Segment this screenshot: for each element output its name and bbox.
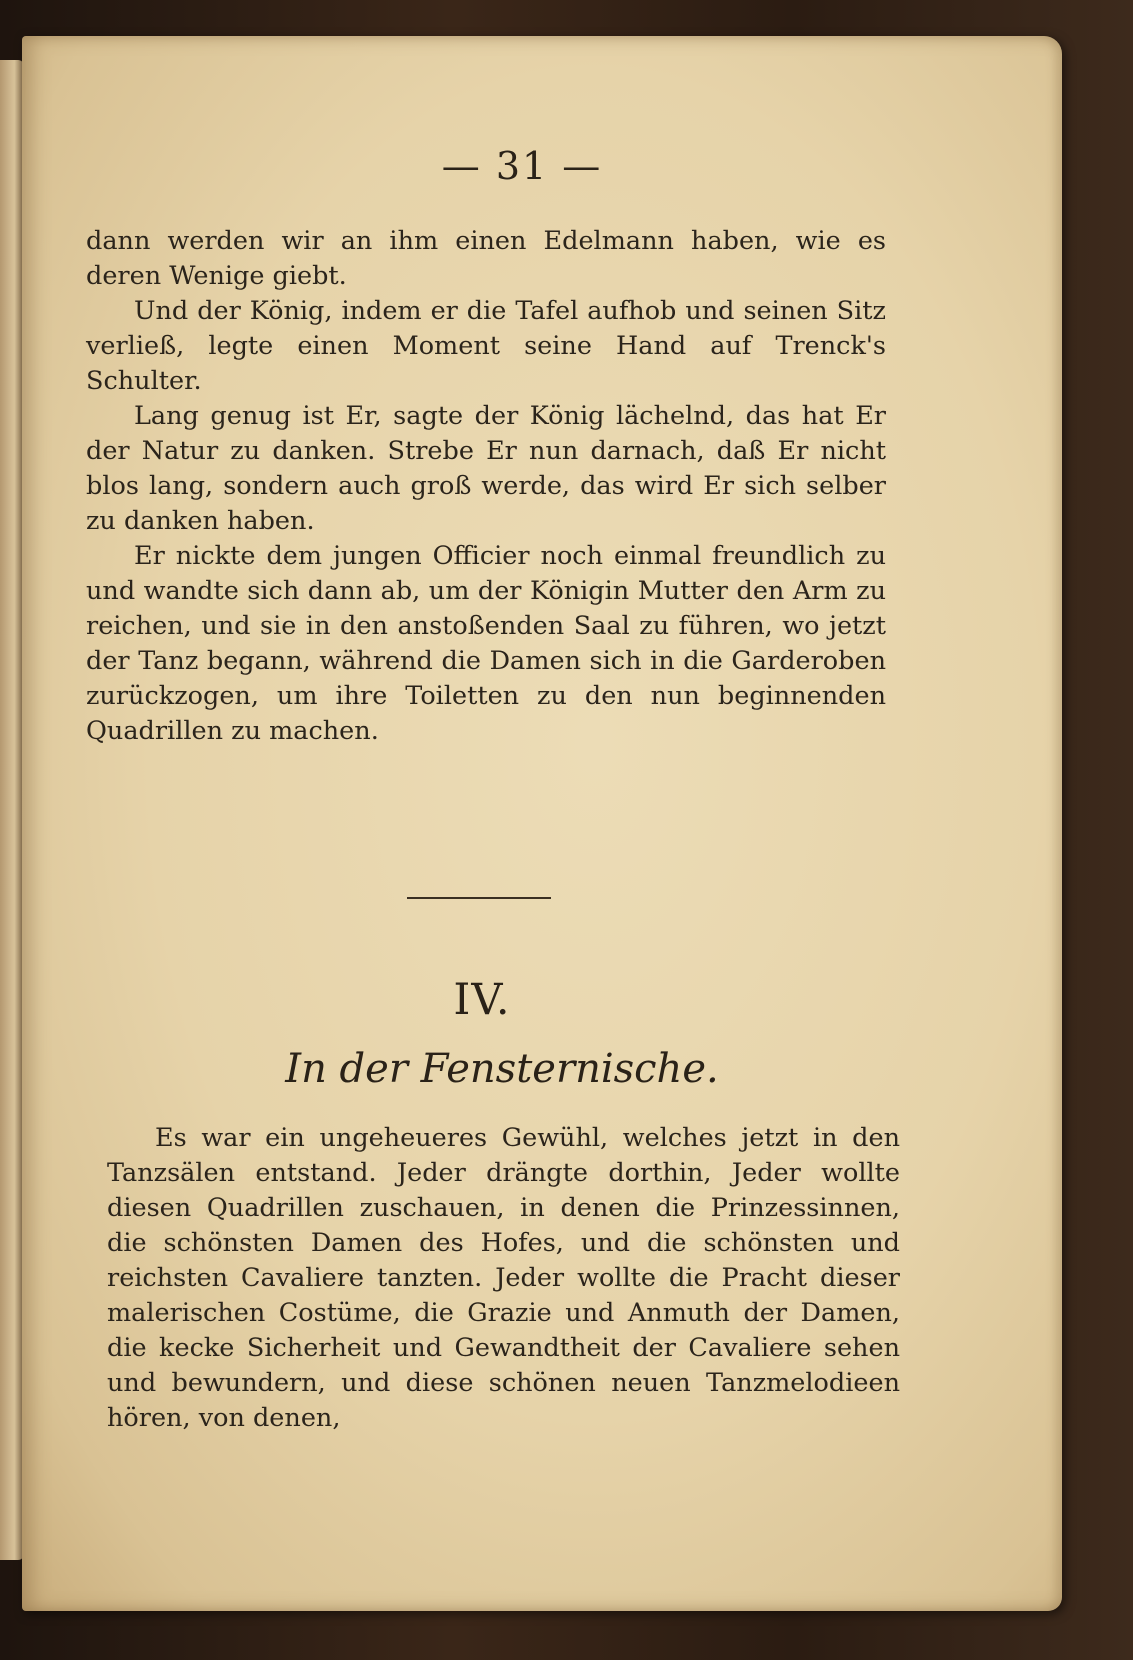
page-number: — 31 —: [441, 144, 603, 188]
left-page-edge: [0, 60, 24, 1560]
paragraph: dann werden wir an ihm einen Edelmann haben, wie es deren Wenige giebt.: [86, 226, 886, 291]
chapter-number: IV.: [453, 975, 511, 1025]
paragraph: Lang genug ist Er, sagte der König lächelnd, das hat Er der Natur zu danken. Strebe Er nun darnach, daß Er nicht blos lang, sondern auch groß werde, das wird Er sich selber zu danken haben.: [86, 401, 886, 536]
section-divider: [407, 897, 551, 899]
paragraph: Es war ein ungeheueres Gewühl, welches jetzt in den Tanzsälen entstand. Jeder drängte dorthin, Jeder wollte diesen Quadrillen zuschauen, in denen die Prinzessinnen, die schönsten Damen des Hofes, und die schönsten und reichsten Cavaliere tanzten. Jeder wollte die Pracht dieser malerischen Costüme, die Grazie und Anmuth der Damen, die kecke Sicherheit und Gewandtheit der Cavaliere sehen und bewundern, und diese schönen neuen Tanzmelodieen hören, von denen,: [107, 1123, 900, 1433]
paragraph: Er nickte dem jungen Officier noch einmal freundlich zu und wandte sich dann ab, um der Königin Mutter den Arm zu reichen, und sie in den anstoßenden Saal zu führen, wo jetzt der Tanz begann, während die Damen sich in die Garderoben zurückzogen, um ihre Toiletten zu den nun beginnenden Quadrillen zu machen.: [86, 541, 886, 746]
paragraph: Und der König, indem er die Tafel aufhob und seinen Sitz verließ, legte einen Moment seine Hand auf Trenck's Schulter.: [86, 296, 886, 396]
bottom-text-block: [107, 1121, 900, 1436]
book-page: [22, 36, 1062, 1611]
top-text-block: [86, 224, 886, 749]
chapter-title: In der Fensternische.: [285, 1046, 719, 1092]
